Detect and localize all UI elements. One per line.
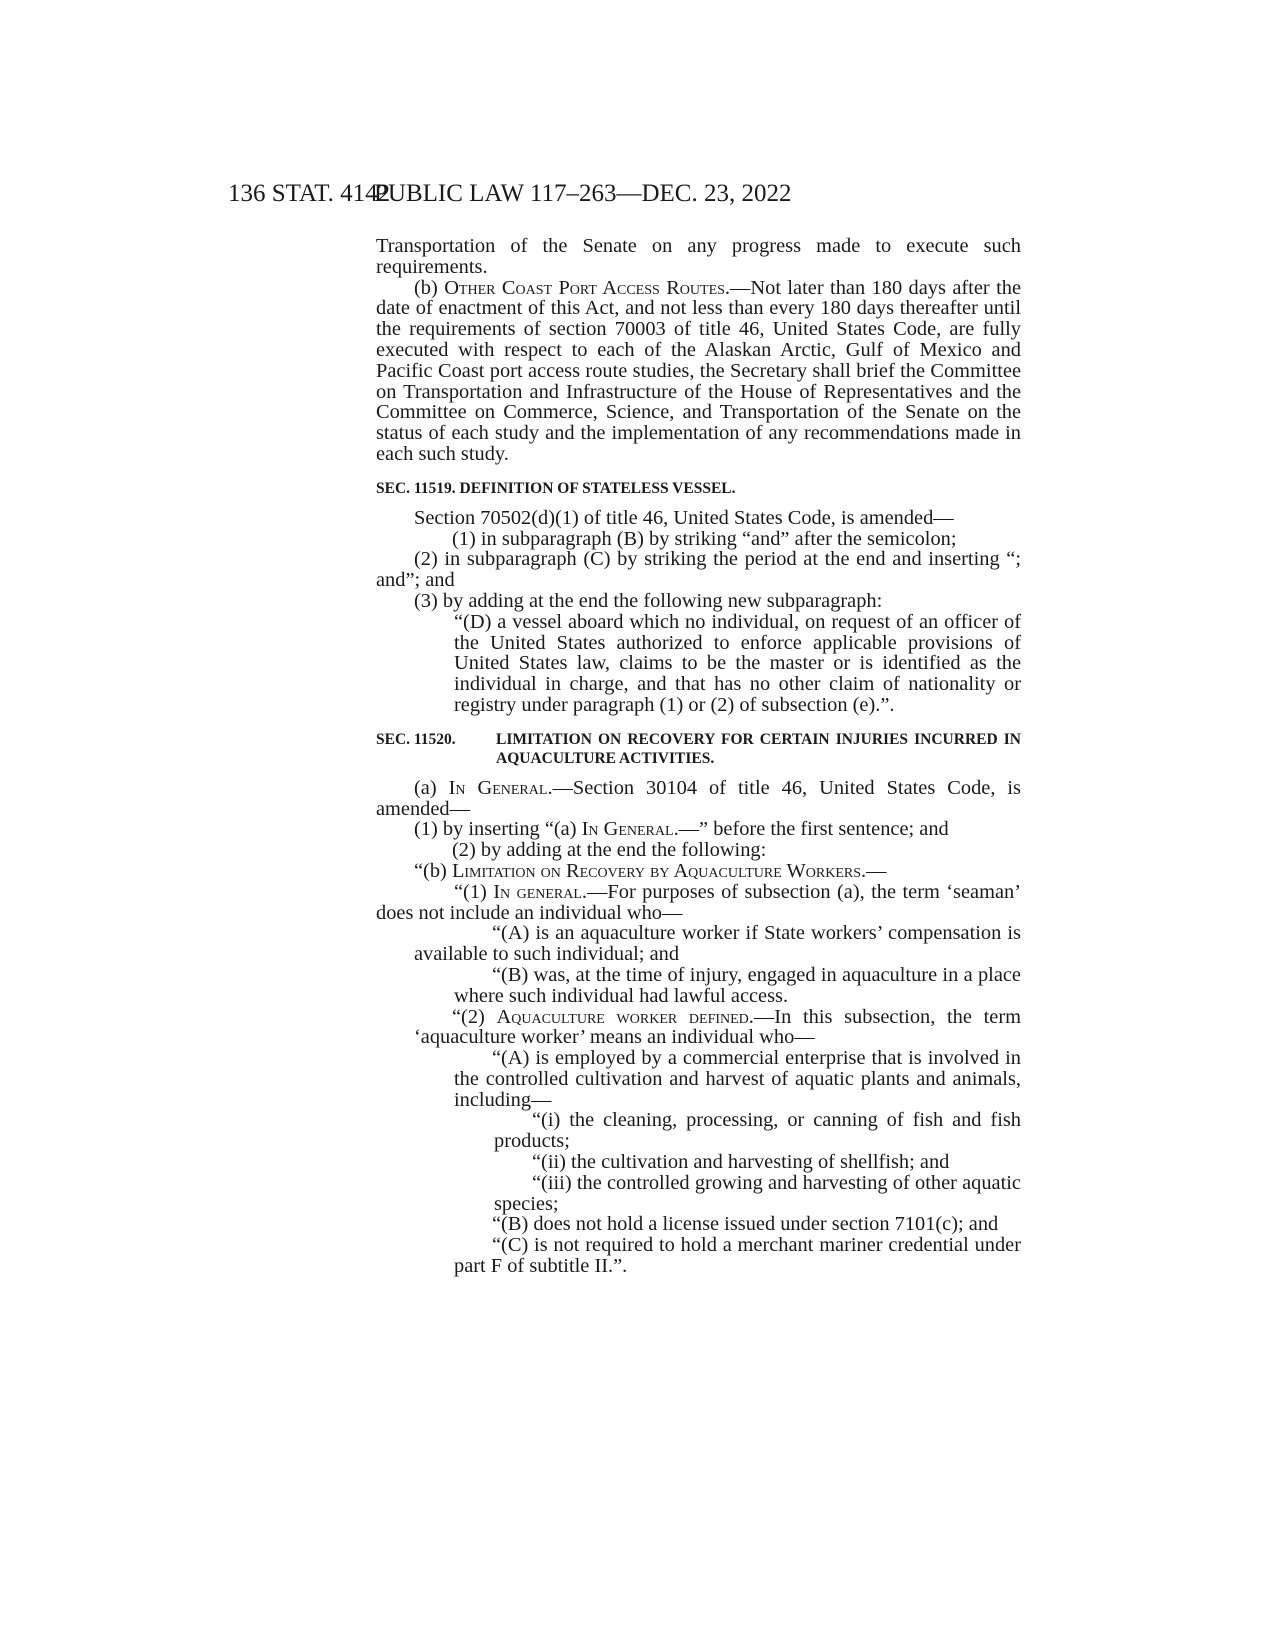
paragraph-heading: In General <box>448 776 548 799</box>
quoted-clause: “(i) the cleaning, processing, or canning of fish and fish products; <box>494 1109 1021 1153</box>
quoted-subparagraph: “(A) is employed by a commercial enterprise that is involved in the controlled cultivation and harvest of aquatic plants and animals, including— <box>454 1047 1021 1111</box>
list-item: (1) in subparagraph (B) by striking “and” after the semicolon; <box>452 527 957 550</box>
section-heading: SEC. 11519. DEFINITION OF STATELESS VESSEL. <box>376 479 736 497</box>
section-title: LIMITATION ON RECOVERY FOR CERTAIN INJURIES INCURRED IN AQUACULTURE ACTIVITIES. <box>496 730 1021 767</box>
paragraph-heading: Other Coast Port Access Routes <box>444 276 725 299</box>
paragraph: Section 70502(d)(1) of title 46, United States Code, is amended— <box>414 506 954 529</box>
list-item: (2) by adding at the end the following: <box>452 839 767 862</box>
quoted-subparagraph: “(A) is an aquaculture worker if State workers’ compensation is available to such individual; and <box>414 922 1021 966</box>
quoted-subparagraph: “(D) a vessel aboard which no individual, on request of an officer of the United States authorized to enforce applicable provisions of United States law, claims to be the master or is identified as the individual in charge, and that has no other claim of nationality or registry under paragraph (1) or (2) of subsection (e).”. <box>454 610 1021 716</box>
quoted-paragraph: “(2) Aquaculture worker defined.—In this subsection, the term ‘aquaculture worker’ means an individual who— <box>414 1005 1021 1049</box>
paragraph-a: (a) In General.—Section 30104 of title 46, United States Code, is amended— <box>376 776 1021 820</box>
quoted-clause: “(iii) the controlled growing and harvesting of other aquatic species; <box>494 1171 1021 1215</box>
quoted-subparagraph: “(C) is not required to hold a merchant mariner credential under part F of subtitle II.”. <box>454 1234 1021 1278</box>
page-header <box>228 180 1028 220</box>
quoted-subparagraph: “(B) does not hold a license issued under section 7101(c); and <box>492 1213 999 1236</box>
quoted-subsection: “(b) Limitation on Recovery by Aquaculture Workers.— <box>414 859 887 882</box>
section-heading <box>376 730 1021 768</box>
paragraph: Transportation of the Senate on any progress made to execute such requirements. <box>376 235 1021 278</box>
stat-citation: 136 STAT. 4142 <box>228 180 391 207</box>
paragraph-b: (b) Other Coast Port Access Routes.—Not later than 180 days after the date of enactment of this Act, and not less than every 180 days thereafter until the requirements of section 70003 of title 46, United States Code, are fully executed with respect to each of the Alaskan Arctic, Gulf of Mexico and Pacific Coast port access route studies, the Secretary shall brief the Committee on Transportation and Infrastructure of the House of Representatives and the Committee on Commerce, Science, and Transportation of the Senate on the status of each study and the implementation of any recommendations made in each such study. <box>376 276 1022 465</box>
quoted-clause: “(ii) the cultivation and harvesting of shellfish; and <box>532 1151 950 1174</box>
public-law-title: PUBLIC LAW 117–263—DEC. 23, 2022 <box>374 180 792 207</box>
quoted-subparagraph: “(B) was, at the time of injury, engaged in aquaculture in a place where such individual had lawful access. <box>454 963 1021 1007</box>
law-text <box>376 236 1021 1277</box>
quoted-paragraph: “(1) In general.—For purposes of subsection (a), the term ‘seaman’ does not include an individual who— <box>376 880 1021 924</box>
list-item: (2) in subparagraph (C) by striking the period at the end and inserting “; and”; and <box>376 548 1021 592</box>
list-item: (3) by adding at the end the following new subparagraph: <box>414 589 883 612</box>
section-number: SEC. 11520. <box>376 730 456 748</box>
list-item: (1) by inserting “(a) In General.—” before the first sentence; and <box>414 818 949 841</box>
